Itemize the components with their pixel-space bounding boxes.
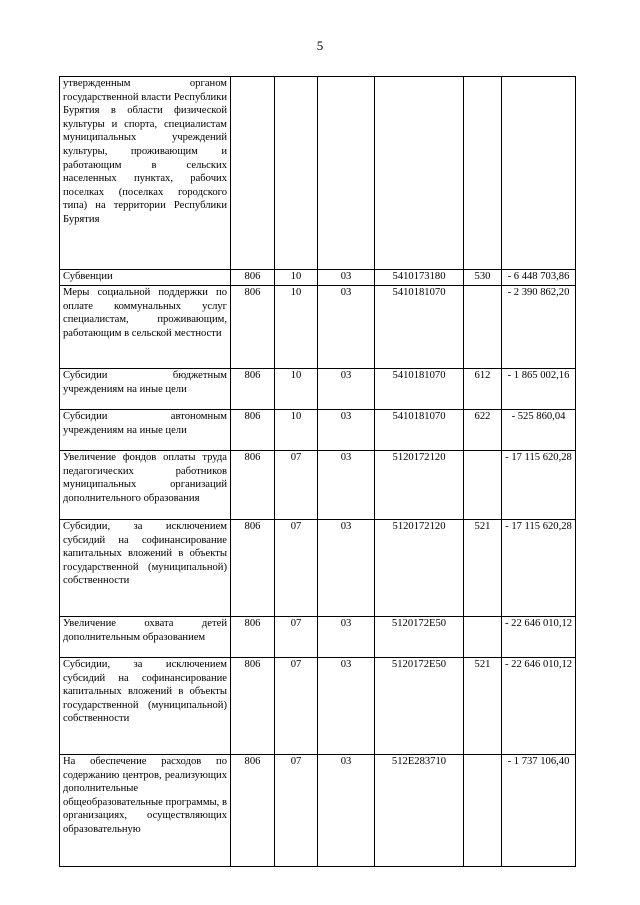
section-code: 10	[275, 369, 318, 410]
expense-type-code	[464, 77, 502, 270]
grbs-code: 806	[231, 617, 275, 658]
expense-type-code	[464, 286, 502, 369]
amount-value: - 22 646 010,12	[502, 658, 576, 755]
section-code: 10	[275, 286, 318, 369]
subsection-code: 03	[318, 451, 375, 520]
target-article-code: 5410181070	[375, 410, 464, 451]
subsection-code: 03	[318, 270, 375, 286]
target-article-code: 5410181070	[375, 369, 464, 410]
row-description: На обеспечение расходов по содержанию центров, реализующих дополнительные общеобразовательные программы, в организациях, осуществляющих образовательную	[60, 755, 231, 867]
expense-type-code	[464, 617, 502, 658]
subsection-code: 03	[318, 369, 375, 410]
table-row	[60, 617, 576, 658]
section-code	[275, 77, 318, 270]
table-row	[60, 410, 576, 451]
expense-type-code: 530	[464, 270, 502, 286]
grbs-code: 806	[231, 410, 275, 451]
section-code: 07	[275, 658, 318, 755]
amount-value: - 6 448 703,86	[502, 270, 576, 286]
section-code: 07	[275, 755, 318, 867]
table-row	[60, 520, 576, 617]
row-description: Субсидии, за исключением субсидий на софинансирование капитальных вложений в объекты государственной (муниципальной) собственности	[60, 658, 231, 755]
table-row	[60, 77, 576, 270]
row-description: Увеличение фондов оплаты труда педагогических работников муниципальных организаций дополнительного образования	[60, 451, 231, 520]
target-article-code: 5120172120	[375, 451, 464, 520]
target-article-code: 512E283710	[375, 755, 464, 867]
section-code: 07	[275, 451, 318, 520]
expense-type-code: 622	[464, 410, 502, 451]
target-article-code: 5120172E50	[375, 658, 464, 755]
expense-type-code	[464, 755, 502, 867]
expense-type-code: 521	[464, 658, 502, 755]
row-description: Субсидии, за исключением субсидий на софинансирование капитальных вложений в объекты государственной (муниципальной) собственности	[60, 520, 231, 617]
target-article-code: 5410173180	[375, 270, 464, 286]
row-description: Меры социальной поддержки по оплате коммунальных услуг специалистам, проживающим, работающим в сельской местности	[60, 286, 231, 369]
target-article-code: 5410181070	[375, 286, 464, 369]
subsection-code: 03	[318, 617, 375, 658]
table-row	[60, 451, 576, 520]
amount-value: - 525 860,04	[502, 410, 576, 451]
section-code: 10	[275, 410, 318, 451]
grbs-code: 806	[231, 451, 275, 520]
grbs-code: 806	[231, 755, 275, 867]
subsection-code	[318, 77, 375, 270]
amount-value: - 17 115 620,28	[502, 451, 576, 520]
target-article-code	[375, 77, 464, 270]
subsection-code: 03	[318, 755, 375, 867]
expense-type-code: 612	[464, 369, 502, 410]
grbs-code: 806	[231, 520, 275, 617]
page-number: 5	[316, 38, 324, 53]
grbs-code: 806	[231, 286, 275, 369]
subsection-code: 03	[318, 520, 375, 617]
table-row	[60, 755, 576, 867]
subsection-code: 03	[318, 286, 375, 369]
expense-type-code	[464, 451, 502, 520]
grbs-code: 806	[231, 658, 275, 755]
table-row	[60, 658, 576, 755]
budget-table	[59, 76, 576, 867]
grbs-code	[231, 77, 275, 270]
grbs-code: 806	[231, 270, 275, 286]
grbs-code: 806	[231, 369, 275, 410]
amount-value: - 1 737 106,40	[502, 755, 576, 867]
amount-value: - 1 865 002,16	[502, 369, 576, 410]
expense-type-code: 521	[464, 520, 502, 617]
section-code: 07	[275, 520, 318, 617]
row-description: утвержденным органом государственной власти Республики Бурятия в области физической культуры и спорта, специалистам муниципальных учреждений культуры, проживающим и работающим в сельских населенных пунктах, рабочих поселках (поселках городского типа) на территории Республики Бурятия	[60, 77, 231, 270]
table-row	[60, 270, 576, 286]
row-description: Субвенции	[60, 270, 231, 286]
amount-value: - 2 390 862,20	[502, 286, 576, 369]
row-description: Субсидии бюджетным учреждениям на иные цели	[60, 369, 231, 410]
subsection-code: 03	[318, 658, 375, 755]
section-code: 07	[275, 617, 318, 658]
section-code: 10	[275, 270, 318, 286]
row-description: Субсидии автономным учреждениям на иные цели	[60, 410, 231, 451]
row-description: Увеличение охвата детей дополнительным образованием	[60, 617, 231, 658]
target-article-code: 5120172E50	[375, 617, 464, 658]
amount-value	[502, 77, 576, 270]
subsection-code: 03	[318, 410, 375, 451]
table-row	[60, 286, 576, 369]
amount-value: - 17 115 620,28	[502, 520, 576, 617]
amount-value: - 22 646 010,12	[502, 617, 576, 658]
table-row	[60, 369, 576, 410]
target-article-code: 5120172120	[375, 520, 464, 617]
